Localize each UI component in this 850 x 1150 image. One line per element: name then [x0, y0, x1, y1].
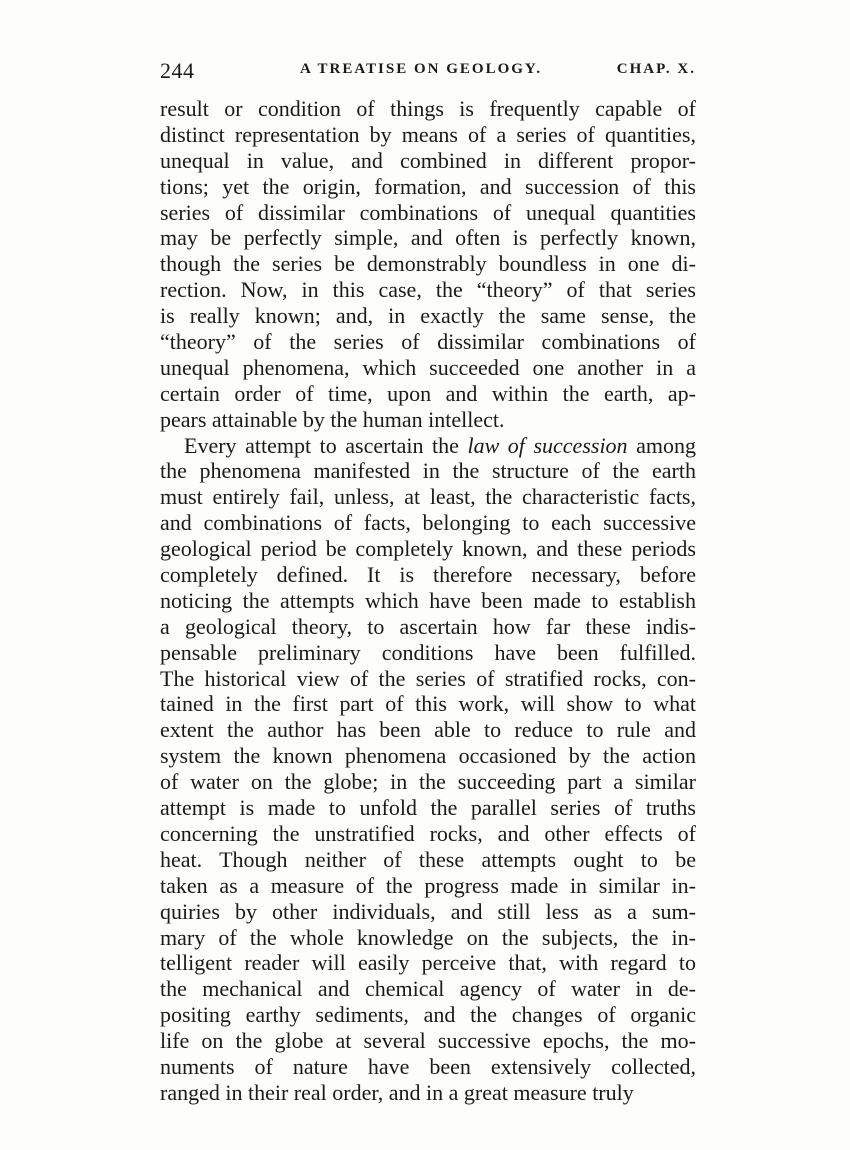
text-line: life on the globe at several successive epochs, the mo- [160, 1028, 696, 1054]
chapter-reference: CHAP. X. [616, 61, 696, 77]
text-line: pensable preliminary conditions have been fulfilled. [160, 639, 696, 665]
text-line: may be perfectly simple, and often is perfectly known, [160, 225, 696, 251]
italic-phrase: law of succession [467, 432, 628, 458]
text-line: completely defined. It is therefore necessary, before [160, 562, 696, 588]
text-line: a geological theory, to ascertain how far these indis- [160, 613, 696, 639]
text-line: is really known; and, in exactly the same sense, the [160, 303, 696, 329]
text-line: result or condition of things is frequently capable of [160, 96, 696, 121]
text-line: taken as a measure of the progress made in similar in- [160, 872, 696, 898]
text-line: geological period be completely known, and these periods [160, 536, 696, 562]
text-line: series of dissimilar combinations of unequal quantities [160, 199, 696, 225]
body-text [160, 96, 696, 1106]
text-line: rection. Now, in this case, the “theory” of that series [160, 277, 696, 303]
page-number: 244 [160, 58, 195, 83]
text-line: certain order of time, upon and within the earth, ap- [160, 380, 696, 406]
text-line: tained in the first part of this work, will show to what [160, 691, 696, 717]
text-line: pears attainable by the human intellect. [160, 406, 505, 432]
text-line: heat. Though neither of these attempts ought to be [160, 846, 696, 872]
paragraph-opening-line [160, 433, 696, 459]
text-line: concerning the unstratified rocks, and other effects of [160, 820, 696, 846]
text-line: noticing the attempts which have been made to establish [160, 587, 696, 613]
text-line: mary of the whole knowledge on the subjects, the in- [160, 924, 696, 950]
page-header [160, 58, 696, 88]
text-line: of water on the globe; in the succeeding part a similar [160, 769, 696, 795]
text-line: ranged in their real order, and in a great measure truly [160, 1079, 634, 1105]
text-line: positing earthy sediments, and the changes of organic [160, 1002, 696, 1028]
text-line: system the known phenomena occasioned by the action [160, 743, 696, 769]
text-line: though the series be demonstrably boundless in one di- [160, 251, 696, 277]
text-line: distinct representation by means of a series of quantities, [160, 121, 696, 147]
text-line: tions; yet the origin, formation, and succession of this [160, 173, 696, 199]
text-run: among [627, 432, 696, 458]
text-line: the phenomena manifested in the structure of the earth [160, 458, 696, 484]
running-title: A TREATISE ON GEOLOGY. [300, 61, 543, 77]
text-line: the mechanical and chemical agency of water in de- [160, 976, 696, 1002]
text-line: telligent reader will easily perceive that, with regard to [160, 950, 696, 976]
text-line: attempt is made to unfold the parallel series of truths [160, 795, 696, 821]
text-line: numents of nature have been extensively collected, [160, 1053, 696, 1079]
text-line: The historical view of the series of stratified rocks, con- [160, 665, 696, 691]
text-line: and combinations of facts, belonging to each successive [160, 510, 696, 536]
text-run: Every attempt to ascertain the [184, 432, 468, 458]
text-line: extent the author has been able to reduce to rule and [160, 717, 696, 743]
text-line: “theory” of the series of dissimilar combinations of [160, 329, 696, 355]
text-line: quiries by other individuals, and still less as a sum- [160, 898, 696, 924]
text-line: unequal in value, and combined in different propor- [160, 147, 696, 173]
text-line: must entirely fail, unless, at least, the characteristic facts, [160, 484, 696, 510]
text-line: unequal phenomena, which succeeded one another in a [160, 354, 696, 380]
